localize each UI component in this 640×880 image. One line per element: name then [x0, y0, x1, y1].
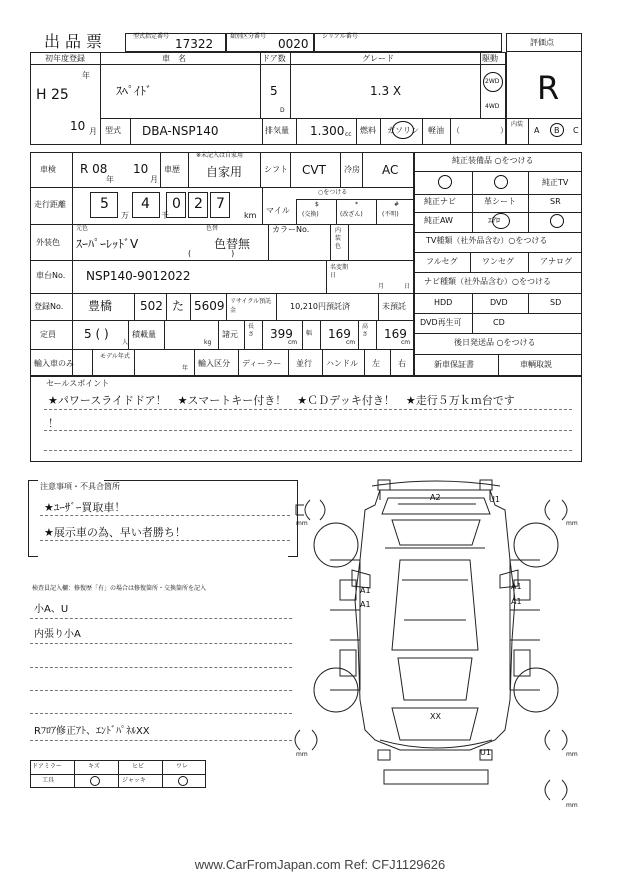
overall-grade: R [537, 69, 560, 107]
damage-a1: A1 [360, 600, 371, 609]
option-aw: 純正AW [424, 216, 453, 225]
sales-point-line2: ！ [48, 417, 59, 430]
diesel-label: 軽油 [428, 126, 444, 135]
drive-4wd: 4WD [485, 103, 500, 110]
inspector-line1: 小A、U [34, 604, 69, 615]
first-reg-month: 10 [70, 119, 86, 133]
reg-class: 502 [140, 299, 163, 313]
inspector-line5: Rﾌﾛｱ修正ｱﾄ、ｴﾝﾄﾞﾊﾟﾈﾙXX [34, 726, 150, 737]
history-label: 車歴 [164, 165, 180, 174]
legend-break: ワレ [176, 763, 189, 770]
inspector-line2: 内張り小A [34, 629, 81, 640]
car-name-label: 車 名 [162, 54, 186, 63]
mile-label: マイル [266, 206, 290, 215]
handle-label: ハンドル [326, 359, 358, 368]
door-type: D [280, 107, 285, 114]
fuel-label: 燃料 [360, 126, 376, 135]
mileage-dollar: $ [315, 201, 319, 208]
option-navi: 純正ナビ [424, 197, 456, 206]
mileage-sharp: # [394, 201, 400, 208]
option-aero: ｴｱﾛ [488, 216, 500, 225]
drive-2wd: 2WD [485, 78, 500, 85]
first-reg-year: H 25 [36, 87, 69, 103]
sales-point-label: セールスポイント [46, 379, 110, 388]
watermark-footer: www.CarFromJapan.com Ref: CFJ1129626 [194, 857, 446, 872]
tire-mm: mm [296, 751, 308, 758]
notes-line2: ★展示車の為、早い者勝ち！ [44, 526, 186, 539]
displacement-label: 排気量 [265, 126, 289, 135]
damage-xx: XX [430, 712, 441, 721]
damage-a1: A1 [360, 586, 371, 595]
dealer-label: ディーラー [242, 359, 282, 368]
history-note: ※未記入は自家用 [196, 152, 244, 159]
handle-left: 左 [372, 359, 380, 368]
first-reg-label: 初年度登録 [45, 54, 85, 63]
tv-title: TV種類（社外品含む）○をつける [426, 236, 548, 245]
height: 169 [384, 327, 407, 341]
mileage-tamper: (改ざん) [340, 211, 363, 218]
inspection-tsuki: 月 [150, 175, 158, 184]
sheet-title: 出品票 [44, 32, 108, 51]
length: 399 [270, 327, 293, 341]
tire-mm: mm [566, 751, 578, 758]
doors-label: ドア数 [262, 54, 286, 63]
capacity-unit: 人 [122, 339, 129, 346]
damage-a1: A1 [511, 597, 522, 606]
navi-dvd-playback: DVD再生可 [420, 318, 462, 327]
parallel-label: 並行 [296, 359, 312, 368]
load-unit: kg [204, 339, 212, 346]
option-leather: 革シート [484, 197, 516, 206]
inspection-label: 車検 [40, 165, 56, 174]
mileage-digit: 0 [172, 196, 181, 212]
name-change-label: 名変期日 [330, 264, 349, 279]
tire-mm: mm [566, 802, 578, 809]
exterior-color-label: 外装色 [36, 238, 60, 247]
legend-scratch: キズ [88, 763, 100, 770]
capacity-label: 定員 [40, 330, 56, 339]
inspection-year: R 08 [80, 162, 108, 176]
mileage-exchange: (交換) [302, 211, 319, 218]
orig-color-label: 元色 [76, 225, 89, 232]
tire-mm: mm [566, 520, 578, 527]
month-unit: 月 [89, 127, 97, 136]
mileage-digit: 5 [100, 196, 109, 212]
damage-u1-bottom: U1 [480, 748, 491, 757]
navi-title: ナビ種類（社外品含む）○をつける [424, 277, 551, 286]
navi-cd: CD [493, 318, 505, 327]
model-label: 型式 [105, 126, 121, 135]
import-cat-label: 輸入区分 [198, 359, 230, 368]
handle-right: 右 [398, 359, 406, 368]
height-label: 高さ [362, 323, 369, 338]
type-no-label: 型式指定番号 [133, 33, 170, 40]
orig-color: ｽｰﾊﾟｰﾚｯﾄﾞV [76, 237, 139, 251]
tv-analog: アナログ [540, 257, 572, 266]
shift-value: CVT [302, 163, 326, 177]
navi-sd: SD [550, 298, 562, 307]
notes-line1: ★ﾕｰｻﾞｰ買取車！ [44, 501, 126, 514]
options-title: 純正装備品 ○をつける [452, 156, 534, 165]
inspector-label: 検査員記入欄：修復歴「有」の場合は修復箇所・交換箇所を記入 [32, 585, 207, 592]
color-no-label: カラーNo. [272, 225, 310, 234]
interior-grade-a: A [534, 126, 540, 135]
car-name: ｽﾍﾟｲﾄﾞ [116, 84, 153, 98]
inspection-nen: 年 [106, 175, 114, 184]
color-change-label: 色替 [206, 225, 219, 232]
model-year-unit: 年 [182, 365, 189, 372]
sales-point-line1: ★パワースライドドア！ ★スマートキー付き！ ★ＣＤデッキ付き！ ★走行５万ｋｍ台です [48, 394, 515, 407]
capacity: 5 ( ) [84, 327, 109, 341]
interior-grade-label: 内装 [511, 121, 524, 128]
mileage-label: 走行距離 [34, 200, 66, 209]
mileage-km: km [244, 211, 257, 220]
later-manual: 車輌取説 [520, 360, 552, 369]
load-label: 積載量 [132, 330, 156, 339]
dimensions-label: 諸元 [222, 330, 238, 339]
mileage-man: 万 [121, 211, 129, 220]
door-count: 5 [270, 84, 278, 98]
recycle-label: リサイクル預託金 [230, 298, 272, 314]
later-title: 後日発送品 ○をつける [454, 338, 536, 347]
tv-oneseg: ワンセグ [482, 257, 514, 266]
damage-a2: A2 [430, 493, 441, 502]
serial-label: シリアル番号 [322, 33, 358, 40]
mileage-star: * [355, 201, 358, 208]
model-year-label: モデル年式 [100, 353, 130, 360]
interior-grade-b: B [554, 126, 560, 135]
color-paren: ( ) [188, 249, 235, 258]
mileage-check-label: ○をつける [318, 189, 348, 196]
displacement-unit: cc [345, 131, 352, 138]
mileage-sen: 千 [161, 211, 169, 220]
reg-label: 登録No. [34, 302, 64, 311]
history-value: 自家用 [206, 165, 243, 179]
grade-label: 評価点 [530, 38, 554, 47]
later-warranty: 新車保証書 [434, 360, 474, 369]
legend-crack: ヒビ [132, 763, 145, 770]
reg-kana: た [172, 299, 185, 313]
reg-area: 豊橋 [88, 299, 113, 313]
grade-name: 1.3 X [370, 84, 402, 98]
damage-a1: A1 [511, 582, 522, 591]
inspection-month: 10 [133, 162, 149, 176]
shift-label: シフト [264, 165, 288, 174]
type-no: 17322 [175, 37, 214, 51]
length-label: 長さ [248, 323, 255, 338]
tv-fullseg: フルセグ [426, 257, 458, 266]
ac-label: 冷房 [344, 165, 360, 174]
tire-mm: mm [296, 520, 308, 527]
width-unit: cm [346, 339, 356, 346]
fuel-gasoline: ガソリン [387, 126, 419, 135]
width-label: 幅 [306, 330, 313, 337]
damage-u1-top: U1 [489, 495, 500, 504]
grade-name-label: グレード [362, 54, 394, 63]
fuel-other: （ ） [452, 126, 508, 135]
height-unit: cm [401, 339, 411, 346]
year-unit: 年 [82, 71, 90, 80]
recycle-fee: 10,210円預託済 [290, 302, 350, 311]
option-tv: 純正TV [542, 178, 569, 187]
mileage-unknown: (不明) [382, 211, 399, 218]
drive-label: 駆動 [482, 54, 498, 63]
displacement: 1.300 [310, 124, 345, 138]
mileage-digit: 4 [141, 196, 150, 212]
chassis-number: NSP140-9012022 [86, 269, 191, 283]
navi-dvd: DVD [490, 298, 508, 307]
legend-mirror: ドアミラー [32, 763, 62, 770]
chassis-label: 車台No. [36, 271, 66, 280]
option-sunroof: SR [550, 197, 561, 206]
unpaid-label: 未預託 [382, 302, 406, 311]
reg-number: 5609 [194, 299, 225, 313]
color-change: 色替無 [214, 237, 251, 251]
legend-jack: ジャッキ [122, 777, 146, 784]
name-change-day: 日 [404, 283, 411, 290]
class-no: 0020 [278, 37, 309, 51]
mileage-digit: 2 [194, 196, 203, 212]
navi-hdd: HDD [434, 298, 453, 307]
interior-color-label: 内装色 [335, 227, 342, 250]
legend-tools: 工具 [42, 777, 55, 784]
name-change-month: 月 [378, 283, 385, 290]
interior-grade-c: C [573, 126, 579, 135]
length-unit: cm [288, 339, 298, 346]
model-code: DBA-NSP140 [142, 124, 219, 138]
ac-value: AC [382, 163, 399, 177]
mileage-digit: 7 [216, 196, 225, 212]
notes-label: 注意事項・不具合箇所 [40, 482, 120, 491]
width: 169 [328, 327, 351, 341]
import-label: 輸入車のみ [34, 359, 74, 368]
class-no-label: 類別区分番号 [230, 33, 267, 40]
